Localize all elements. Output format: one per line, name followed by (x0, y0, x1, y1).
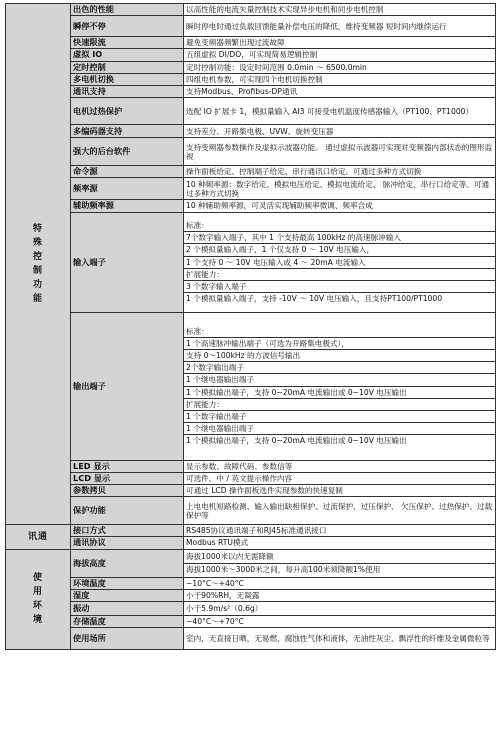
value-line: −40°C～+70°C (186, 617, 244, 627)
item-name: 强大的后台软件 (71, 138, 184, 166)
value-line: 瞬时停电时通过负载回馈能量补偿电压的降低，维持变频器 短时间内继续运行 (186, 21, 447, 31)
spec-row (6, 166, 496, 178)
item-name: 通讯协议 (71, 537, 184, 549)
value-line: 10 种频率源：数字给定、模拟电压给定、模拟电流给定、 脉冲给定、串行口给定等。可通过多种方式切换 (186, 179, 490, 198)
item-name: 辅助频率源 (71, 200, 184, 212)
spec-row (6, 616, 496, 628)
item-value (184, 4, 496, 16)
spec-row (6, 37, 496, 49)
item-value (184, 166, 496, 178)
spec-row (6, 472, 496, 484)
value-line: 标准： (186, 326, 209, 336)
value-line: 支持 0～100kHz 的方波信号输出 (184, 349, 495, 360)
item-name: 输入端子 (71, 212, 184, 312)
item-value (184, 86, 496, 98)
value-line: 海拔1000米～3000米之间，每升高100米须降额1%使用 (184, 563, 495, 574)
value-line: 室内，无直接日晒，无易燃、腐蚀性气体和液体，无油性灰尘、飘浮性的纤维及金属微粒等 (186, 634, 490, 644)
spec-row (6, 577, 496, 589)
value-line: 扩展能力： (184, 398, 495, 409)
value-line: 小于90%RH，无凝露 (186, 590, 260, 600)
item-value (184, 178, 496, 200)
item-name: 存储温度 (71, 616, 184, 628)
item-value (184, 138, 496, 166)
spec-row (6, 125, 496, 138)
value-line: 1 个继电器输出端子 (184, 422, 495, 433)
spec-row (6, 628, 496, 650)
group-label (6, 525, 71, 549)
value-line: 1 个模拟量输入端子，支持 -10V ～ 10V 电压输入，且支持PT100/PT1000 (184, 292, 495, 303)
spec-row (6, 549, 496, 577)
spec-row (6, 485, 496, 497)
value-line: 避免变频器频繁出现过流故障 (186, 38, 285, 48)
spec-row (6, 589, 496, 601)
value-line: 2个数字输出端子 (184, 361, 495, 372)
value-line: 定时控制功能：设定时间范围 0.0min ～ 6500.0min (186, 62, 367, 72)
spec-row (6, 178, 496, 200)
item-value (184, 212, 496, 312)
item-name: LED 显示 (71, 460, 184, 472)
item-value (184, 485, 496, 497)
item-value (184, 628, 496, 650)
item-value (184, 460, 496, 472)
spec-row (6, 460, 496, 472)
item-value (184, 61, 496, 73)
item-value (184, 525, 496, 537)
value-line: 上电电机短路检测、输入输出缺相保护、过流保护、过压保护、 欠压保护、过热保护、过载保护等 (186, 501, 493, 520)
value-line: 扩展能力： (184, 268, 495, 279)
item-name: 输出端子 (71, 312, 184, 460)
item-value (184, 16, 496, 37)
value-line: 7个数字输入端子，其中 1 个支持最高 100kHz 的高速脉冲输入 (184, 231, 495, 242)
group-title: 使用环境 (33, 573, 44, 626)
item-name: 电机过热保护 (71, 98, 184, 125)
item-value (184, 589, 496, 601)
item-name: 保护功能 (71, 497, 184, 525)
item-name: 出色的性能 (71, 4, 184, 16)
value-line: Modbus RTU模式 (186, 538, 249, 548)
value-line: 标准： (186, 220, 209, 230)
value-line: 支持Modbus、Profibus-DP通讯 (186, 87, 298, 97)
item-value (184, 602, 496, 616)
item-name: 通讯支持 (71, 86, 184, 98)
spec-row (6, 497, 496, 525)
value-line: −10°C～+40°C (186, 578, 244, 588)
item-name: 参数拷贝 (71, 485, 184, 497)
item-name: 频率源 (71, 178, 184, 200)
item-name: 虚拟 IO (71, 49, 184, 61)
value-line: 小于5.9m/s²（0.6g） (186, 603, 263, 613)
value-line: 操作面板给定、控制端子给定、串行通讯口给定。可通过多种方式切换 (186, 167, 422, 177)
item-name: 使用场所 (71, 628, 184, 650)
value-line: 1 个高速脉冲输出端子（可选为开路集电极式）， (184, 337, 495, 348)
spec-row (6, 49, 496, 61)
item-name: 快速限流 (71, 37, 184, 49)
spec-row (6, 312, 496, 460)
spec-row (6, 138, 496, 166)
value-line: 选配 IO 扩展卡 1，模拟量输入 AI3 可接受电机温度传感器输入（PT100、PT1000） (186, 106, 474, 116)
item-value (184, 200, 496, 212)
spec-row (6, 4, 496, 16)
value-line: 海拔1000米以内无需降额 (186, 552, 274, 562)
item-value (184, 577, 496, 589)
spec-row (6, 61, 496, 73)
item-value (184, 312, 496, 460)
group-title: 讯通 (27, 531, 48, 542)
value-line: 显示参数、故障代码、参数信等 (186, 461, 293, 471)
item-name: 多编码器支持 (71, 125, 184, 138)
spec-row (6, 86, 496, 98)
value-line: 可选件，中 / 英文提示操作内容 (186, 473, 293, 483)
value-line: 3 个数字输入端子 (184, 280, 495, 291)
item-name: 振动 (71, 602, 184, 616)
item-name: 接口方式 (71, 525, 184, 537)
group-label (6, 549, 71, 650)
item-value (184, 616, 496, 628)
group-label (6, 4, 71, 525)
spec-row (6, 602, 496, 616)
value-line: 五组虚拟 DI/DO，可实现简易逻辑控制 (186, 50, 318, 60)
item-name: 瞬停不停 (71, 16, 184, 37)
spec-table (5, 3, 496, 650)
value-line: 1 个数字输出端子 (184, 410, 495, 421)
value-line: 1 个支持 0 ～ 10V 电压输入或 4 ～ 20mA 电流输入 (184, 256, 495, 267)
value-line: 四组电机参数，可实现四个电机切换控制 (186, 74, 323, 84)
value-line: 2 个模拟量输入端子，1 个仅支持 0 ～ 10V 电压输入， (184, 243, 495, 254)
value-line: 1 个继电器输出端子 (184, 373, 495, 384)
item-value (184, 472, 496, 484)
item-name: 命令源 (71, 166, 184, 178)
item-name: 湿度 (71, 589, 184, 601)
spec-row (6, 73, 496, 85)
spec-row (6, 212, 496, 312)
spec-row (6, 200, 496, 212)
spec-row (6, 537, 496, 549)
item-name: LCD 显示 (71, 472, 184, 484)
value-line: 以高性能的电流矢量控制技术实现异步电机和同步电机控制 (186, 5, 384, 14)
spec-row (6, 98, 496, 125)
item-value (184, 497, 496, 525)
item-value (184, 549, 496, 577)
item-value (184, 537, 496, 549)
group-title: 特殊控制功能 (33, 224, 44, 305)
item-name: 定时控制 (71, 61, 184, 73)
item-name: 海拔高度 (71, 549, 184, 577)
item-name: 多电机切换 (71, 73, 184, 85)
value-line: 1 个模拟输出端子，支持 0~20mA 电流输出或 0~10V 电压输出 (184, 386, 495, 397)
item-value (184, 73, 496, 85)
item-name: 环境温度 (71, 577, 184, 589)
value-line: 10 种辅助频率源，可灵活实现辅助频率微调、频率合成 (186, 201, 373, 211)
value-line: 支持差分、开路集电极、UVW、旋转变压器 (186, 126, 334, 136)
value-line: 可通过 LCD 操作面板选件实现参数的快速复制 (186, 486, 343, 496)
item-value (184, 37, 496, 49)
value-line: 支持变频器参数操作及虚拟示波器功能。 通过虚拟示波器可实现对变频器内部状态的图形监视 (186, 142, 493, 161)
spec-row (6, 525, 496, 537)
spec-row (6, 16, 496, 37)
item-value (184, 49, 496, 61)
item-value (184, 125, 496, 138)
value-line: RS485协议通讯端子和RJ45标准通讯接口 (186, 526, 327, 536)
item-value (184, 98, 496, 125)
value-line: 1 个模拟输出端子，支持 0~20mA 电流输出或 0~10V 电压输出 (184, 434, 495, 445)
